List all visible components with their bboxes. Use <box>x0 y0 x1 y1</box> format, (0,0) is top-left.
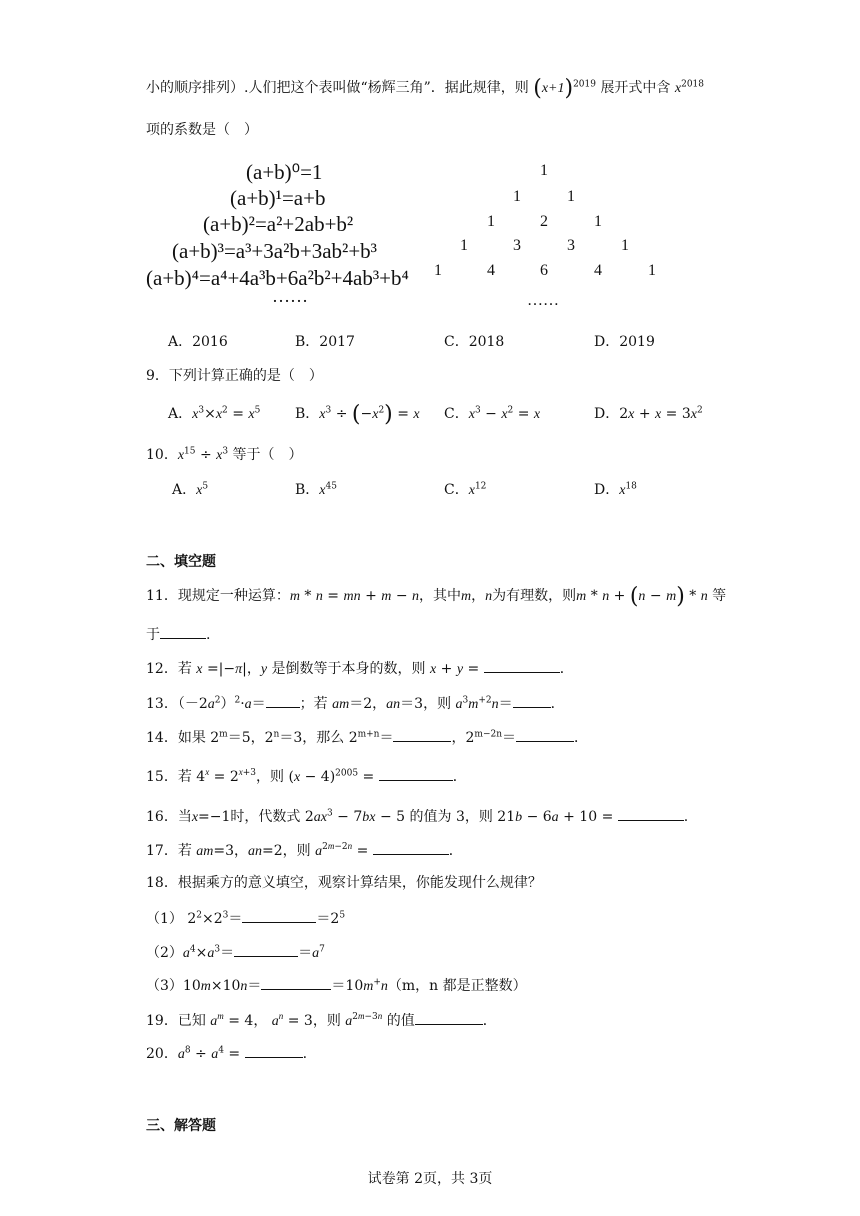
q10-option-b[interactable]: B．$x^{45}$ <box>295 481 337 498</box>
tri-r1-1: 1 <box>567 188 575 205</box>
q9-option-d[interactable]: D．$2x + x = 3x^2$ <box>594 405 703 422</box>
q8-option-b[interactable]: B．2017 <box>295 334 355 350</box>
q13-blank-1[interactable] <box>266 693 300 708</box>
q11-blank[interactable] <box>160 624 206 639</box>
formula-3: (a+b)³=a³+3a²b+3ab²+b³ <box>172 239 377 263</box>
q18-blank-2[interactable] <box>234 942 298 957</box>
q9-option-b[interactable]: B．$x^3 \div (-x^2) = x$ <box>295 402 420 427</box>
q18-part3: （3）10m×10n＝ ＝10m+n（m，n 都是正整数） <box>146 975 527 997</box>
tri-r4-3: 4 <box>594 262 602 279</box>
q12-blank[interactable] <box>484 658 560 673</box>
tri-r3-3: 1 <box>621 237 629 254</box>
q20-blank[interactable] <box>245 1043 303 1058</box>
q8-term-exp: 2018 <box>681 79 705 90</box>
q8-term: x <box>674 81 682 96</box>
q10-stem: 10．$x^{15} \div x^3$ 等于（ ） <box>146 446 303 463</box>
section-2-heading: 二、填空题 <box>146 554 216 570</box>
q8-option-d[interactable]: D．2019 <box>594 334 655 350</box>
q8-option-c[interactable]: C．2018 <box>444 334 505 350</box>
tri-r2-1: 2 <box>540 213 548 230</box>
tri-r2-0: 1 <box>487 213 495 230</box>
q8-line1: 小的顺序排列）.人们把这个表叫做“杨辉三角”．据此规律，则 $(x+1)^{2019}$ 展开式中含 $x^{2018}$ <box>146 76 705 101</box>
tri-dots: …… <box>527 292 559 309</box>
tri-r3-2: 3 <box>567 237 575 254</box>
q8-text-a: 小的顺序排列）.人们把这个表叫做“杨辉三角”．据此规律，则 <box>146 80 529 96</box>
q18-blank-3[interactable] <box>261 975 331 990</box>
q15: 15．若 $4^x = 2^{x+3}$，则 $(x - 4)^{2005}$ = ． <box>146 767 467 785</box>
formula-2: (a+b)²=a²+2ab+b² <box>203 212 354 236</box>
section-3-heading: 三、解答题 <box>146 1118 216 1134</box>
q12: 12．若 x =|−π|，y 是倒数等于本身的数，则 x + y = ． <box>146 658 574 680</box>
q11-line2: 于 . <box>146 624 210 645</box>
q9-stem: 9．下列计算正确的是（ ） <box>146 368 323 384</box>
q16-blank[interactable] <box>618 806 684 821</box>
q18-stem: 18．根据乘方的意义填空，观察计算结果，你能发现什么规律？ <box>146 875 542 891</box>
q9-option-c[interactable]: C．$x^3 - x^2 = x$ <box>444 405 541 422</box>
q17: 17．若 am=3，an=2，则 $a^{2m-2n}$ = ． <box>146 841 463 859</box>
tri-r1-0: 1 <box>513 188 521 205</box>
tri-r0-0: 1 <box>540 162 548 179</box>
q8-line2: 项的系数是（ ） <box>146 122 258 138</box>
q8-text-b: 展开式中含 <box>600 80 671 96</box>
formula-4: (a+b)⁴=a⁴+4a³b+6a²b²+4ab³+b⁴ <box>146 266 409 290</box>
q11-line1: 11．现规定一种运算：m * n = mn + m − n，其中m，n为有理数，则m * n + (n − m) * n 等 <box>146 584 727 609</box>
q10-option-d[interactable]: D．$x^{18}$ <box>594 481 637 498</box>
tri-r4-1: 4 <box>487 262 495 279</box>
q10-option-c[interactable]: C．$x^{12}$ <box>444 481 487 498</box>
q17-blank[interactable] <box>373 840 449 855</box>
q14: 14．如果 $2^m=5$，$2^n=3$，那么 $2^{m+n}=$ ，$2^{m-2n}=$ ． <box>146 727 588 748</box>
formula-0: (a+b)⁰=1 <box>246 160 323 184</box>
tri-r4-4: 1 <box>648 262 656 279</box>
q8-expr-base: x+1 <box>541 81 565 96</box>
q19-blank[interactable] <box>415 1010 483 1025</box>
q13-blank-2[interactable] <box>513 693 551 708</box>
q19: 19．已知 $a^m = 4$， $a^n = 3$，则 $a^{2m-3n}$ 的值 ． <box>146 1011 497 1029</box>
q10-option-a[interactable]: A．$x^5$ <box>172 481 209 498</box>
tri-r3-0: 1 <box>460 237 468 254</box>
q14-blank-1[interactable] <box>393 727 451 742</box>
page-footer: 试卷第 2页，共 3页 <box>367 1171 493 1187</box>
q20: 20．$a^8 \div a^4$ = . <box>146 1043 307 1065</box>
tri-r4-2: 6 <box>540 262 548 279</box>
q8-expr-exp: 2019 <box>573 79 596 90</box>
q15-blank[interactable] <box>379 766 453 781</box>
q13: 13．$(-2a^2)^2\cdot a=$ ；若 am＝2，an＝3，则 $a^3m^{+2}n=$ ． <box>146 693 565 715</box>
tri-r4-0: 1 <box>434 262 442 279</box>
q18-blank-1[interactable] <box>242 908 316 923</box>
q16: 16．当x=−1时，代数式 $2ax^3 - 7bx - 5$ 的值为 3，则 21b − 6a + 10 = . <box>146 806 688 828</box>
tri-r2-2: 1 <box>594 213 602 230</box>
q9-option-a[interactable]: A．$x^3\times x^2 = x^5$ <box>168 405 261 422</box>
tri-r3-1: 3 <box>513 237 521 254</box>
formula-1: (a+b)¹=a+b <box>230 186 326 210</box>
q8-option-a[interactable]: A．2016 <box>168 334 228 350</box>
q14-blank-2[interactable] <box>516 727 574 742</box>
q18-part2: $(2)a^4\times a^3= =a^7$ <box>146 942 325 964</box>
formula-dots: …… <box>272 286 308 306</box>
q18-part1: （1） $2^2\times 2^3= =2^5$ <box>146 908 345 929</box>
